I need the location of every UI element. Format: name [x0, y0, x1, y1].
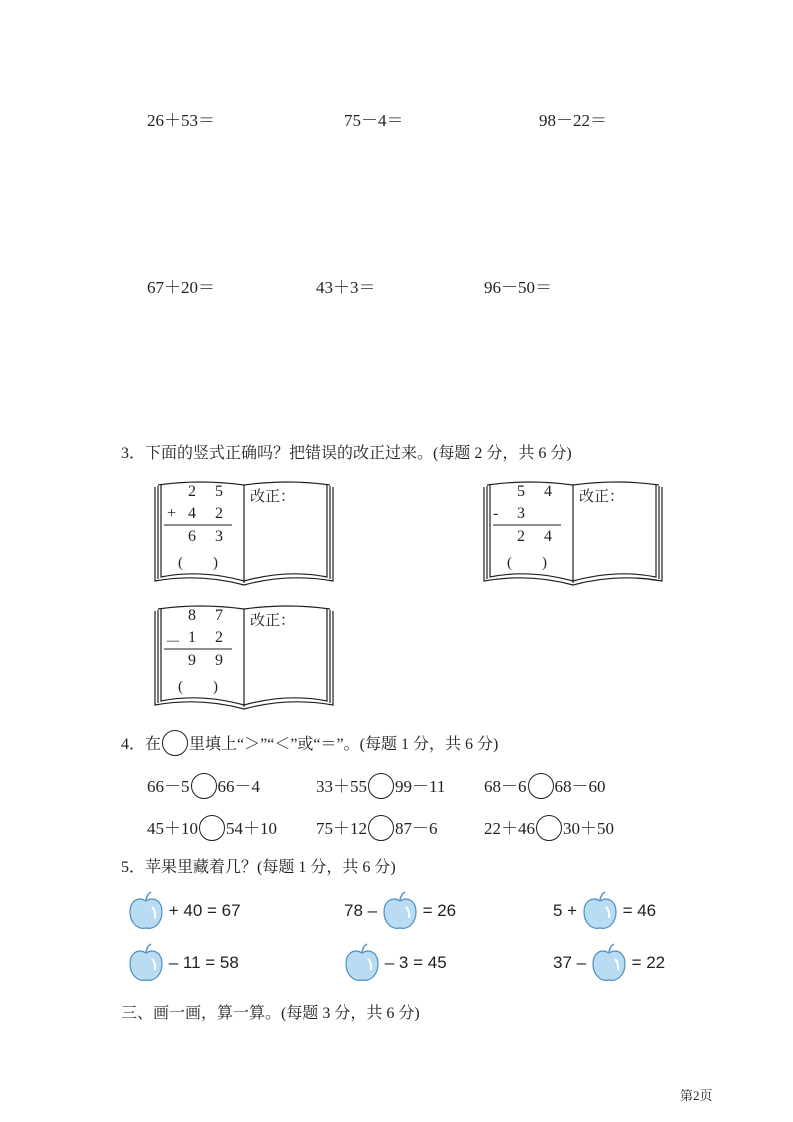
book3-res-ones: 9 [215, 652, 223, 669]
book1-answer-paren: ( ) [178, 555, 218, 571]
vertical-calc-book-1 [152, 477, 336, 589]
equation-2: 75－4＝ [344, 111, 404, 130]
apple-eq-before: 78 – [344, 901, 378, 920]
compare-left: 68－6 [484, 777, 527, 796]
equation-3: 98－22＝ [539, 111, 607, 130]
apple-equation-3 [553, 891, 656, 931]
apple-equation-4 [128, 943, 239, 983]
vertical-calc-book-3 [152, 601, 336, 713]
apple-eq-after: = 26 [422, 901, 457, 920]
compare-left: 33＋55 [316, 777, 367, 796]
apple-eq-after: – 3 = 45 [384, 953, 447, 972]
apple-eq-after: = 22 [631, 953, 666, 972]
book3-correction-label: 改正： [250, 613, 296, 629]
q3-title: 3．下面的竖式正确吗？把错误的改正过来。(每题 2 分，共 6 分) [121, 445, 572, 462]
apple-eq-after: + 40 = 67 [168, 901, 241, 920]
compare-right: 54＋10 [226, 819, 277, 838]
apple-equation-2 [344, 891, 456, 931]
compare-answer-circle[interactable] [536, 815, 562, 841]
compare-right: 30＋50 [563, 819, 614, 838]
apple-icon[interactable] [591, 943, 627, 983]
vertical-calc-book-2 [481, 477, 665, 589]
apple-eq-before: 37 – [553, 953, 587, 972]
compare-item-6 [484, 814, 614, 843]
apple-icon[interactable] [128, 943, 164, 983]
apple-equation-6 [553, 943, 665, 983]
equation-4: 67＋20＝ [147, 278, 215, 297]
compare-right: 99－11 [395, 777, 446, 796]
apple-icon[interactable] [582, 891, 618, 931]
open-book-icon [152, 601, 336, 713]
book2-mid-ones: 3 [517, 505, 525, 522]
book1-correction-label: 改正： [250, 489, 296, 505]
compare-right: 66－4 [217, 777, 260, 796]
apple-equation-1 [128, 891, 241, 931]
compare-answer-circle[interactable] [191, 773, 217, 799]
book2-top-tens: 5 [517, 483, 525, 500]
compare-left: 66－5 [147, 777, 190, 796]
open-book-icon [152, 477, 336, 589]
q4-title [121, 731, 498, 758]
book1-mid-ones: 2 [215, 505, 223, 522]
apple-icon[interactable] [382, 891, 418, 931]
compare-right: 87－6 [395, 819, 438, 838]
apple-eq-after: = 46 [622, 901, 657, 920]
compare-left: 22＋46 [484, 819, 535, 838]
compare-answer-circle[interactable] [368, 773, 394, 799]
apple-icon[interactable] [128, 891, 164, 931]
apple-equation-5 [344, 943, 447, 983]
apple-eq-after: – 11 = 58 [168, 953, 239, 972]
compare-answer-circle[interactable] [368, 815, 394, 841]
open-book-icon [481, 477, 665, 589]
equation-6: 96－50＝ [484, 278, 552, 297]
compare-item-5 [316, 814, 438, 843]
book3-answer-paren: ( ) [178, 679, 218, 695]
compare-left: 75＋12 [316, 819, 367, 838]
book1-mid-tens: 4 [188, 505, 196, 522]
book1-top-tens: 2 [188, 483, 196, 500]
compare-item-3 [484, 772, 606, 801]
book2-answer-paren: ( ) [507, 555, 547, 571]
q4-title-prefix: 4．在 [121, 736, 162, 753]
book3-mid-tens: 1 [188, 629, 196, 646]
compare-answer-circle[interactable] [528, 773, 554, 799]
compare-item-2 [316, 772, 445, 801]
q4-title-suffix: 里填上“＞”“＜”或“＝”。(每题 1 分，共 6 分) [189, 736, 499, 753]
book1-res-tens: 6 [188, 528, 196, 545]
compare-answer-circle[interactable] [199, 815, 225, 841]
book1-res-ones: 3 [215, 528, 223, 545]
compare-left: 45＋10 [147, 819, 198, 838]
book1-operator: + [167, 505, 177, 522]
compare-item-1 [147, 772, 260, 801]
book2-correction-label: 改正： [579, 489, 625, 505]
book3-operator: － [165, 634, 182, 651]
book3-top-ones: 7 [215, 607, 223, 624]
apple-eq-before: 5 + [553, 901, 578, 920]
circle-icon [162, 730, 188, 756]
book3-res-tens: 9 [188, 652, 196, 669]
equation-1: 26＋53＝ [147, 111, 215, 130]
page-number: 第2页 [680, 1088, 713, 1103]
section3-title: 三、画一画，算一算。(每题 3 分，共 6 分) [121, 1005, 420, 1022]
compare-right: 68－60 [554, 777, 606, 796]
book2-res-ones: 4 [544, 528, 552, 545]
apple-icon[interactable] [344, 943, 380, 983]
book1-top-ones: 5 [215, 483, 223, 500]
compare-item-4 [147, 814, 277, 843]
equation-5: 43＋3＝ [316, 278, 376, 297]
book2-operator: - [493, 505, 499, 522]
book3-top-tens: 8 [188, 607, 196, 624]
book2-res-tens: 2 [517, 528, 525, 545]
book2-top-ones: 4 [544, 483, 552, 500]
book3-mid-ones: 2 [215, 629, 223, 646]
q5-title: 5．苹果里藏着几？(每题 1 分，共 6 分) [121, 859, 396, 876]
